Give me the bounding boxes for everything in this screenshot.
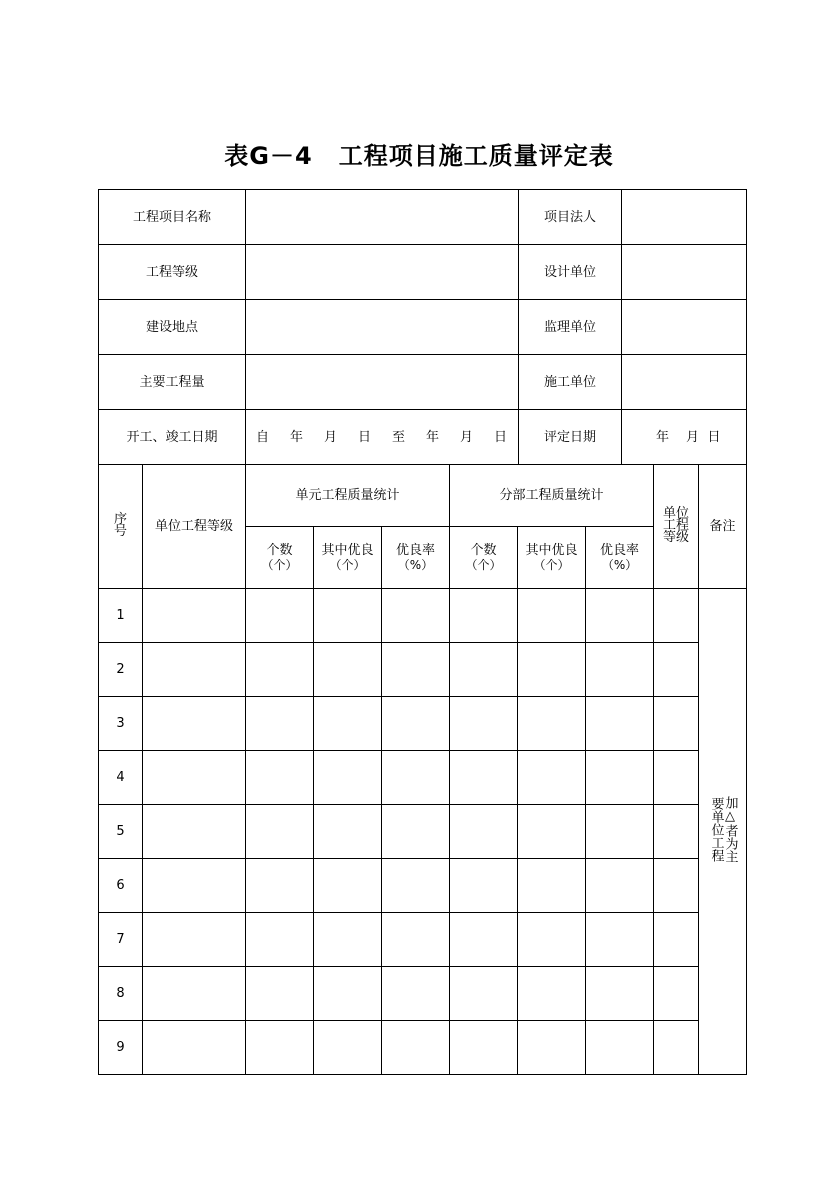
part-excellent-cell[interactable] bbox=[518, 1021, 586, 1075]
part-rate-cell[interactable] bbox=[586, 967, 654, 1021]
construction-unit-field[interactable] bbox=[622, 355, 747, 410]
remarks-note-cell bbox=[699, 589, 747, 1075]
table-row bbox=[99, 805, 747, 859]
project-name-field[interactable] bbox=[246, 190, 519, 245]
part-excellent-cell[interactable] bbox=[518, 751, 586, 805]
eval-month-label: 月 bbox=[685, 429, 699, 445]
table-row bbox=[99, 967, 747, 1021]
design-unit-label: 设计单位 bbox=[519, 245, 622, 300]
unit-rate-cell[interactable] bbox=[382, 697, 450, 751]
row-number: 1 bbox=[99, 589, 143, 643]
unit-excellent-cell[interactable] bbox=[314, 589, 382, 643]
date-from-label: 自 bbox=[256, 429, 270, 445]
eval-date-field[interactable] bbox=[622, 410, 747, 465]
table-row bbox=[99, 859, 747, 913]
date-to-label: 至 bbox=[392, 429, 406, 445]
form-title bbox=[0, 136, 838, 171]
date-range-field[interactable] bbox=[246, 410, 519, 465]
unit-grade-cell[interactable] bbox=[143, 859, 246, 913]
unit-stats-header: 单元工程质量统计 bbox=[246, 465, 450, 527]
unit-level-cell[interactable] bbox=[654, 643, 699, 697]
unit-grade-cell[interactable] bbox=[143, 967, 246, 1021]
part-rate-cell[interactable] bbox=[586, 643, 654, 697]
unit-level-cell[interactable] bbox=[654, 589, 699, 643]
unit-grade-cell[interactable] bbox=[143, 697, 246, 751]
unit-rate-cell[interactable] bbox=[382, 1021, 450, 1075]
unit-grade-cell[interactable] bbox=[143, 805, 246, 859]
supervision-unit-field[interactable] bbox=[622, 300, 747, 355]
unit-rate-cell[interactable] bbox=[382, 589, 450, 643]
unit-rate-cell[interactable] bbox=[382, 643, 450, 697]
quality-stats-table bbox=[98, 464, 747, 1075]
part-excellent-cell[interactable] bbox=[518, 697, 586, 751]
unit-count-cell[interactable] bbox=[246, 697, 314, 751]
date-day-label: 日 bbox=[358, 429, 372, 445]
row-number: 2 bbox=[99, 643, 143, 697]
eval-day-label: 日 bbox=[707, 429, 721, 445]
unit-excellent-cell[interactable] bbox=[314, 913, 382, 967]
part-rate-cell[interactable] bbox=[586, 589, 654, 643]
row-number: 5 bbox=[99, 805, 143, 859]
unit-level-cell[interactable] bbox=[654, 697, 699, 751]
part-excellent-cell[interactable] bbox=[518, 967, 586, 1021]
unit-excellent-header: 其中优良 （个） bbox=[314, 527, 382, 589]
project-info-table bbox=[98, 189, 747, 465]
part-count-cell[interactable] bbox=[450, 859, 518, 913]
supervision-unit-label: 监理单位 bbox=[519, 300, 622, 355]
unit-rate-header: 优良率 （%） bbox=[382, 527, 450, 589]
unit-rate-cell[interactable] bbox=[382, 913, 450, 967]
row-number: 9 bbox=[99, 1021, 143, 1075]
seq-header: 序号 bbox=[99, 465, 143, 589]
unit-rate-cell[interactable] bbox=[382, 805, 450, 859]
date-month-label: 月 bbox=[460, 429, 474, 445]
part-rate-cell[interactable] bbox=[586, 859, 654, 913]
part-count-cell[interactable] bbox=[450, 913, 518, 967]
main-quantity-field[interactable] bbox=[246, 355, 519, 410]
grade-label: 工程等级 bbox=[99, 245, 246, 300]
row-number: 3 bbox=[99, 697, 143, 751]
unit-count-cell[interactable] bbox=[246, 1021, 314, 1075]
remarks-header: 备注 bbox=[699, 465, 747, 589]
part-count-cell[interactable] bbox=[450, 751, 518, 805]
table-row bbox=[99, 1021, 747, 1075]
date-month-label: 月 bbox=[324, 429, 338, 445]
info-row-project bbox=[99, 190, 747, 245]
part-rate-cell[interactable] bbox=[586, 751, 654, 805]
row-number: 7 bbox=[99, 913, 143, 967]
remarks-note: 加△者为主要单位工程 bbox=[708, 796, 738, 863]
design-unit-field[interactable] bbox=[622, 245, 747, 300]
unit-excellent-cell[interactable] bbox=[314, 1021, 382, 1075]
unit-excellent-cell[interactable] bbox=[314, 805, 382, 859]
part-excellent-cell[interactable] bbox=[518, 859, 586, 913]
unit-level-cell[interactable] bbox=[654, 967, 699, 1021]
unit-count-cell[interactable] bbox=[246, 859, 314, 913]
table-row bbox=[99, 697, 747, 751]
unit-level-cell[interactable] bbox=[654, 751, 699, 805]
unit-excellent-cell[interactable] bbox=[314, 643, 382, 697]
unit-grade-cell[interactable] bbox=[143, 589, 246, 643]
legal-person-label: 项目法人 bbox=[519, 190, 622, 245]
info-row-dates bbox=[99, 410, 747, 465]
unit-count-cell[interactable] bbox=[246, 967, 314, 1021]
location-field[interactable] bbox=[246, 300, 519, 355]
unit-count-cell[interactable] bbox=[246, 805, 314, 859]
part-rate-cell[interactable] bbox=[586, 697, 654, 751]
table-row bbox=[99, 751, 747, 805]
part-rate-cell[interactable] bbox=[586, 805, 654, 859]
part-rate-cell[interactable] bbox=[586, 1021, 654, 1075]
row-number: 8 bbox=[99, 967, 143, 1021]
unit-count-cell[interactable] bbox=[246, 643, 314, 697]
unit-level-cell[interactable] bbox=[654, 913, 699, 967]
form-name: 工程项目施工质量评定表 bbox=[338, 142, 614, 170]
location-label: 建设地点 bbox=[99, 300, 246, 355]
table-row bbox=[99, 643, 747, 697]
unit-excellent-cell[interactable] bbox=[314, 967, 382, 1021]
eval-year-label: 年 bbox=[655, 429, 669, 445]
form-code: 表G－4 bbox=[224, 142, 313, 170]
part-excellent-cell[interactable] bbox=[518, 913, 586, 967]
unit-count-cell[interactable] bbox=[246, 589, 314, 643]
unit-grade-cell[interactable] bbox=[143, 1021, 246, 1075]
unit-count-header: 个数 （个） bbox=[246, 527, 314, 589]
part-stats-header: 分部工程质量统计 bbox=[450, 465, 654, 527]
part-excellent-cell[interactable] bbox=[518, 589, 586, 643]
part-count-header: 个数 （个） bbox=[450, 527, 518, 589]
part-excellent-cell[interactable] bbox=[518, 805, 586, 859]
unit-level-cell[interactable] bbox=[654, 805, 699, 859]
unit-grade-cell[interactable] bbox=[143, 643, 246, 697]
unit-count-cell[interactable] bbox=[246, 913, 314, 967]
info-row-grade bbox=[99, 245, 747, 300]
dates-label: 开工、竣工日期 bbox=[99, 410, 246, 465]
construction-unit-label: 施工单位 bbox=[519, 355, 622, 410]
part-excellent-header: 其中优良 （个） bbox=[518, 527, 586, 589]
unit-excellent-cell[interactable] bbox=[314, 697, 382, 751]
row-number: 6 bbox=[99, 859, 143, 913]
part-rate-header: 优良率 （%） bbox=[586, 527, 654, 589]
unit-rate-cell[interactable] bbox=[382, 859, 450, 913]
eval-date-label: 评定日期 bbox=[519, 410, 622, 465]
unit-excellent-cell[interactable] bbox=[314, 751, 382, 805]
info-row-quantity bbox=[99, 355, 747, 410]
date-day-label: 日 bbox=[494, 429, 508, 445]
part-count-cell[interactable] bbox=[450, 643, 518, 697]
unit-grade-cell[interactable] bbox=[143, 751, 246, 805]
unit-excellent-cell[interactable] bbox=[314, 859, 382, 913]
unit-grade-cell[interactable] bbox=[143, 913, 246, 967]
part-excellent-cell[interactable] bbox=[518, 643, 586, 697]
part-rate-cell[interactable] bbox=[586, 913, 654, 967]
unit-count-cell[interactable] bbox=[246, 751, 314, 805]
date-year-label: 年 bbox=[426, 429, 440, 445]
unit-level-header: 单位工程等级 bbox=[654, 465, 699, 589]
table-row bbox=[99, 589, 747, 643]
unit-level-cell[interactable] bbox=[654, 1021, 699, 1075]
date-year-label: 年 bbox=[290, 429, 304, 445]
part-count-cell[interactable] bbox=[450, 589, 518, 643]
header-row-1 bbox=[99, 465, 747, 527]
legal-person-field[interactable] bbox=[622, 190, 747, 245]
unit-level-cell[interactable] bbox=[654, 859, 699, 913]
part-count-cell[interactable] bbox=[450, 1021, 518, 1075]
part-count-cell[interactable] bbox=[450, 967, 518, 1021]
info-row-location bbox=[99, 300, 747, 355]
main-quantity-label: 主要工程量 bbox=[99, 355, 246, 410]
row-number: 4 bbox=[99, 751, 143, 805]
table-row bbox=[99, 913, 747, 967]
part-count-cell[interactable] bbox=[450, 805, 518, 859]
unit-rate-cell[interactable] bbox=[382, 751, 450, 805]
part-count-cell[interactable] bbox=[450, 697, 518, 751]
unit-rate-cell[interactable] bbox=[382, 967, 450, 1021]
project-name-label: 工程项目名称 bbox=[99, 190, 246, 245]
unit-grade-header: 单位工程等级 bbox=[143, 465, 246, 589]
grade-field[interactable] bbox=[246, 245, 519, 300]
